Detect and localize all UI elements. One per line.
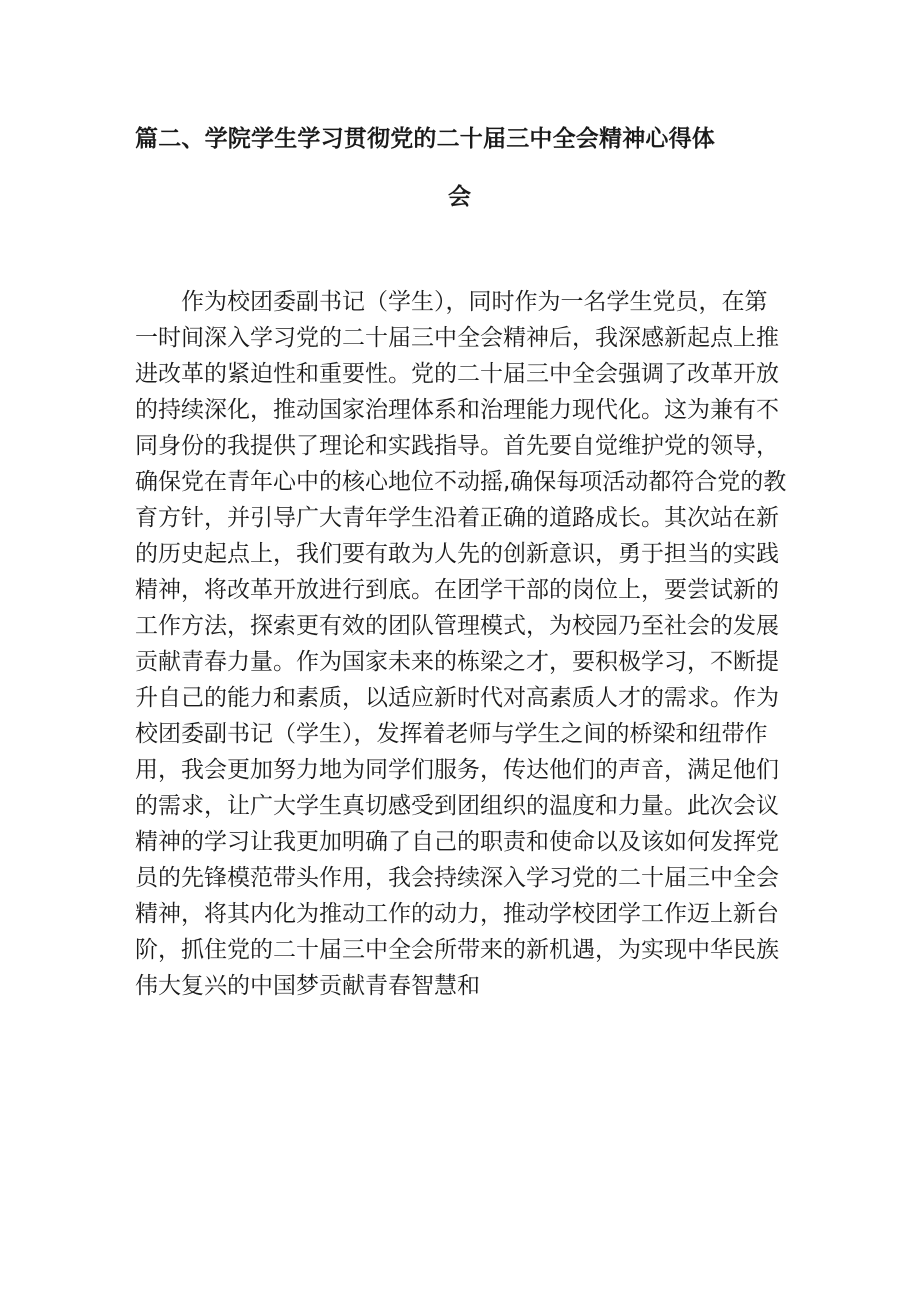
text-line: 同身份的我提供了理论和实践指导。首先要自觉维护党的领导，: [135, 433, 779, 459]
text-line: 育方针，并引导广大青年学生沿着正确的道路成长。其次站在新: [135, 505, 779, 531]
text-line: 的持续深化，推动国家治理体系和治理能力现代化。这为兼有不: [135, 397, 779, 423]
body-paragraph: [135, 284, 795, 1004]
text-line: 进改革的紧迫性和重要性。党的二十届三中全会强调了改革开放: [135, 361, 779, 387]
text-line: 精神，将改革开放进行到底。在团学干部的岗位上，要尝试新的: [135, 577, 779, 603]
text-line: 贡献青春力量。作为国家未来的栋梁之才，要积极学习，不断提: [135, 649, 779, 675]
text-line: 校团委副书记（学生），发挥着老师与学生之间的桥梁和纽带作: [135, 721, 768, 747]
text-line: 升自己的能力和素质，以适应新时代对高素质人才的需求。作为: [135, 685, 779, 711]
text-line: 精神的学习让我更加明确了自己的职责和使命以及该如何发挥党: [135, 829, 779, 855]
document-title-continuation: 会: [448, 184, 472, 210]
text-line: 确保党在青年心中的核心地位不动摇,确保每项活动都符合党的教: [135, 469, 787, 495]
text-line: 的需求，让广大学生真切感受到团组织的温度和力量。此次会议: [135, 793, 779, 819]
text-line: 一时间深入学习党的二十届三中全会精神后，我深感新起点上推: [135, 325, 779, 351]
text-line: 阶，抓住党的二十届三中全会所带来的新机遇，为实现中华民族: [135, 937, 779, 963]
text-line: 用，我会更加努力地为同学们服务，传达他们的声音，满足他们: [135, 757, 779, 783]
text-line: 伟大复兴的中国梦贡献青春智慧和: [135, 973, 480, 999]
text-line: 工作方法，探索更有效的团队管理模式，为校园乃至社会的发展: [135, 613, 779, 639]
text-line: 精神，将其内化为推动工作的动力，推动学校团学工作迈上新台: [135, 901, 779, 927]
text-line: 的历史起点上，我们要有敢为人先的创新意识，勇于担当的实践: [135, 541, 779, 567]
text-line: 作为校团委副书记（学生），同时作为一名学生党员，在第: [181, 289, 768, 315]
document-title: 篇二、学院学生学习贯彻党的二十届三中全会精神心得体: [135, 126, 715, 152]
text-line: 员的先锋模范带头作用，我会持续深入学习党的二十届三中全会: [135, 865, 779, 891]
